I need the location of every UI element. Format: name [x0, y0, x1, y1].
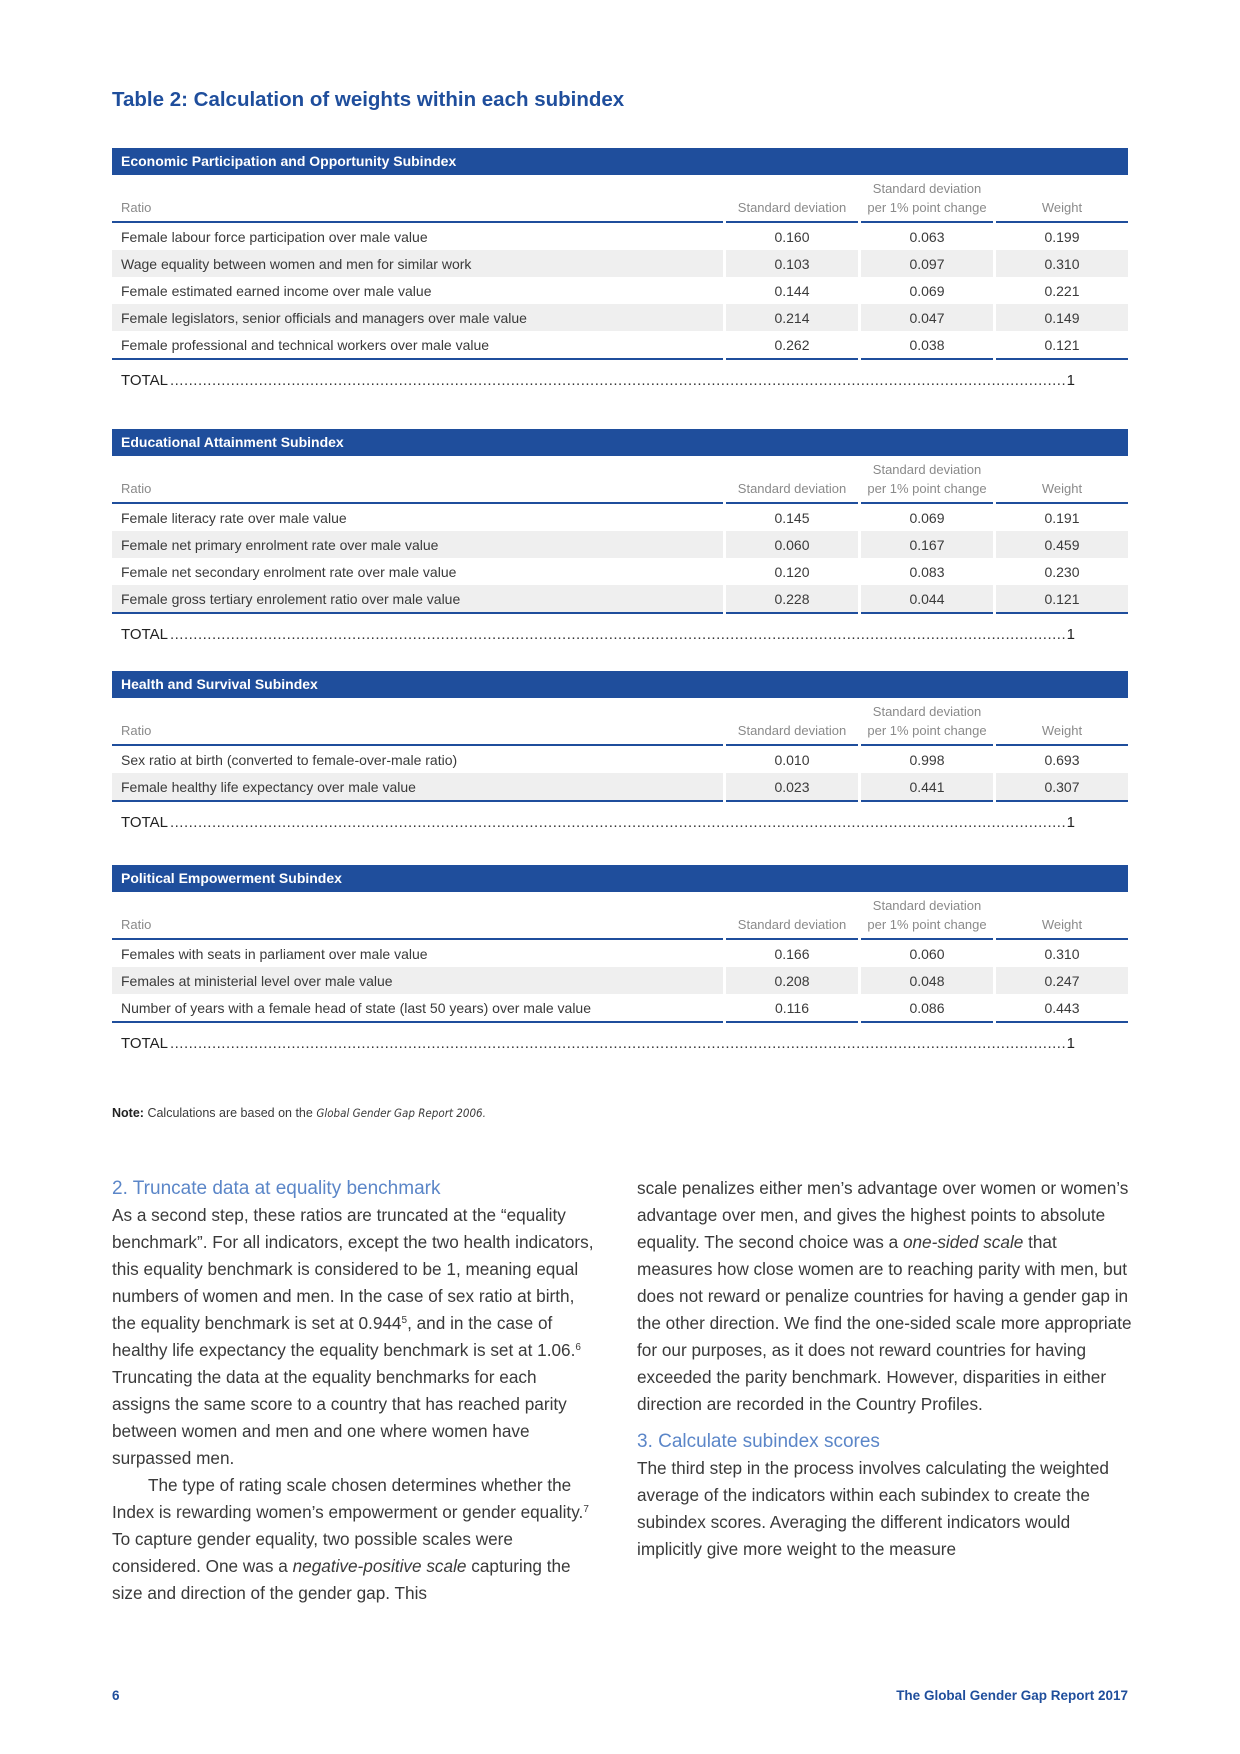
table-row: [112, 223, 1128, 250]
sd-cell: 0.120: [774, 563, 810, 580]
weight-cell: 0.307: [996, 773, 1128, 802]
table-row: [112, 746, 1128, 773]
column-header-sd: Standard deviation: [726, 698, 858, 746]
footnote-5[interactable]: 5: [401, 1315, 408, 1326]
ratio-cell: Females at ministerial level over male value: [112, 967, 723, 994]
ratio-cell: Female labour force participation over male value: [121, 228, 428, 245]
ratio-cell: Female legislators, senior officials and managers over male value: [112, 304, 723, 331]
sd-cell: 0.116: [726, 994, 858, 1023]
page-title: Table 2: Calculation of weights within each subindex: [112, 88, 625, 111]
sd-per-1-cell: 0.047: [861, 304, 993, 331]
table-row: [112, 967, 1128, 994]
subindex-table: [112, 671, 1128, 831]
total-value: 1: [1066, 814, 1075, 831]
total-value: 1: [1066, 1035, 1075, 1052]
table-row: [112, 940, 1128, 967]
sd-per-1-cell: 0.063: [909, 228, 945, 245]
table-row: [112, 277, 1128, 304]
ratio-cell: Female professional and technical workers over male value: [112, 331, 723, 360]
total-label: TOTAL: [121, 814, 168, 831]
column-header-weight: Weight: [996, 175, 1128, 223]
ratio-cell: Female healthy life expectancy over male value: [112, 773, 723, 802]
weight-cell: 0.221: [1044, 282, 1080, 299]
weight-cell: 0.310: [996, 250, 1128, 277]
column-header-sd: Standard deviation: [726, 175, 858, 223]
page-number: 6: [112, 1688, 120, 1703]
column-header-ratio: Ratio: [112, 175, 723, 223]
subindex-table: [112, 148, 1128, 389]
column-header-sd: Standard deviation: [726, 892, 858, 940]
sd-cell: 0.208: [726, 967, 858, 994]
sd-cell: 0.262: [726, 331, 858, 360]
sd-per-1-cell: 0.048: [861, 967, 993, 994]
weight-cell: 0.459: [996, 531, 1128, 558]
section-3-heading: 3. Calculate subindex scores: [637, 1431, 880, 1452]
table-row: [112, 585, 1128, 614]
column-header-ratio: Ratio: [112, 698, 723, 746]
leader-dots: [170, 626, 1065, 643]
sd-cell: 0.103: [726, 250, 858, 277]
weights-table: [109, 175, 1131, 360]
weight-cell: 0.199: [1044, 228, 1080, 245]
leader-dots: [170, 372, 1065, 389]
table-row: [112, 773, 1128, 802]
section-2-heading: 2. Truncate data at equality benchmark: [112, 1178, 441, 1199]
sd-per-1-cell: 0.044: [861, 585, 993, 614]
subindex-header: Educational Attainment Subindex: [112, 429, 1128, 456]
weight-cell: 0.191: [1044, 509, 1080, 526]
column-header-ratio: Ratio: [112, 892, 723, 940]
subindex-header: Economic Participation and Opportunity Subindex: [112, 148, 1128, 175]
table-row: [112, 331, 1128, 360]
weights-tables: [112, 148, 1128, 1052]
section-3-paragraph-1: The third step in the process involves calculating the weighted average of the indicators within each subindex to create the subindex scores. Averaging the different indicators would implicitly give more weight to the measure: [637, 1458, 1109, 1559]
sd-per-1-cell: 0.069: [909, 509, 945, 526]
text-column-left: [112, 1175, 594, 1607]
sd-cell: 0.166: [774, 945, 810, 962]
column-header-weight: Weight: [996, 456, 1128, 504]
subindex-header: Health and Survival Subindex: [112, 671, 1128, 698]
sd-cell: 0.228: [726, 585, 858, 614]
sd-per-1-cell: 0.060: [909, 945, 945, 962]
weight-cell: 0.121: [996, 331, 1128, 360]
table-row: [112, 250, 1128, 277]
table-row: [112, 558, 1128, 585]
sd-per-1-cell: 0.441: [861, 773, 993, 802]
sd-cell: 0.010: [774, 751, 810, 768]
weight-cell: 0.443: [996, 994, 1128, 1023]
sd-per-1-cell: 0.083: [909, 563, 945, 580]
leader-dots: [170, 1035, 1065, 1052]
footnote-7[interactable]: 7: [583, 1504, 589, 1515]
sd-cell: 0.214: [726, 304, 858, 331]
table-row: [112, 531, 1128, 558]
leader-dots: [170, 814, 1065, 831]
weight-cell: 0.693: [1044, 751, 1080, 768]
section-2-paragraph-1: As a second step, these ratios are truncated at the “equality benchmark”. For all indicators, except the two health indicators, this equality benchmark is considered to be 1, meaning equal numbers of women and men. In the case of sex ratio at birth, the equality benchmark is set at 0.944$^5$, and in the case of healthy life expectancy the equality benchmark is set at 1.06.$^6$ Truncating the data at the equality benchmarks for each assigns the same score to a country that has reached parity between women and men and one where women have surpassed men.: [112, 1205, 594, 1468]
ratio-cell: Female literacy rate over male value: [121, 509, 347, 526]
note-label: Note:: [112, 1106, 144, 1120]
ratio-cell: Female net primary enrolment rate over male value: [112, 531, 723, 558]
total-row: [121, 372, 1075, 389]
column-header-sd: Standard deviation: [726, 456, 858, 504]
sd-per-1-cell: 0.167: [861, 531, 993, 558]
ratio-cell: Sex ratio at birth (converted to female-over-male ratio): [121, 751, 458, 768]
weights-table: [109, 892, 1131, 1023]
note-source: Global Gender Gap Report 2006.: [316, 1106, 486, 1120]
sd-per-1-cell: 0.038: [861, 331, 993, 360]
sd-per-1-cell: 0.086: [861, 994, 993, 1023]
weight-cell: 0.149: [996, 304, 1128, 331]
subindex-header: Political Empowerment Subindex: [112, 865, 1128, 892]
column-header-weight: Weight: [996, 698, 1128, 746]
weight-cell: 0.247: [996, 967, 1128, 994]
text-column-right: [637, 1175, 1133, 1563]
table-note: [112, 1106, 486, 1120]
weight-cell: 0.230: [1044, 563, 1080, 580]
ratio-cell: Female gross tertiary enrolement ratio over male value: [112, 585, 723, 614]
sd-cell: 0.145: [774, 509, 810, 526]
footnote-6[interactable]: 6: [575, 1342, 581, 1353]
ratio-cell: Females with seats in parliament over male value: [121, 945, 428, 962]
total-label: TOTAL: [121, 626, 168, 643]
column-header-ratio: Ratio: [112, 456, 723, 504]
total-row: [121, 626, 1075, 643]
sd-cell: 0.060: [726, 531, 858, 558]
total-row: [121, 814, 1075, 831]
ratio-cell: Female net secondary enrolment rate over male value: [121, 563, 457, 580]
column-header-weight: Weight: [996, 892, 1128, 940]
section-2-paragraph-2-continued: scale penalizes either men’s advantage over women or women’s advantage over men, and gives the highest points to absolute equality. The second choice was a one-sided scale that measures how close women are to reaching parity with men, but does not reward or penalize countries for having a gender gap in the other direction. We find the one-sided scale more appropriate for our purposes, as it does not reward countries for having exceeded the parity benchmark. However, disparities in either direction are recorded in the Country Profiles.: [637, 1178, 1132, 1414]
total-value: 1: [1066, 626, 1075, 643]
ratio-cell: Number of years with a female head of state (last 50 years) over male value: [112, 994, 723, 1023]
sd-cell: 0.023: [726, 773, 858, 802]
total-value: 1: [1066, 372, 1075, 389]
weights-table: [109, 456, 1131, 614]
section-2-paragraph-2: The type of rating scale chosen determines whether the Index is rewarding women’s empowerment or gender equality.$^7$ To capture gender equality, two possible scales were considered. One was a negative-positive scale capturing the size and direction of the gender gap. This: [112, 1475, 589, 1603]
total-row: [121, 1035, 1075, 1052]
column-header-sd-per-1: Standard deviation per 1% point change: [861, 175, 993, 223]
ratio-cell: Wage equality between women and men for similar work: [112, 250, 723, 277]
table-row: [112, 994, 1128, 1023]
weights-table: [109, 698, 1131, 802]
ratio-cell: Female estimated earned income over male value: [121, 282, 432, 299]
column-header-sd-per-1: Standard deviation per 1% point change: [861, 456, 993, 504]
weight-cell: 0.310: [1044, 945, 1080, 962]
report-title: The Global Gender Gap Report 2017: [896, 1688, 1128, 1703]
sd-cell: 0.144: [774, 282, 810, 299]
subindex-table: [112, 865, 1128, 1052]
column-header-sd-per-1: Standard deviation per 1% point change: [861, 892, 993, 940]
table-row: [112, 504, 1128, 531]
total-label: TOTAL: [121, 372, 168, 389]
sd-per-1-cell: 0.069: [909, 282, 945, 299]
column-header-sd-per-1: Standard deviation per 1% point change: [861, 698, 993, 746]
weight-cell: 0.121: [996, 585, 1128, 614]
total-label: TOTAL: [121, 1035, 168, 1052]
subindex-table: [112, 429, 1128, 643]
table-row: [112, 304, 1128, 331]
sd-cell: 0.160: [774, 228, 810, 245]
sd-per-1-cell: 0.998: [909, 751, 945, 768]
note-text: Calculations are based on the: [147, 1106, 313, 1120]
sd-per-1-cell: 0.097: [861, 250, 993, 277]
